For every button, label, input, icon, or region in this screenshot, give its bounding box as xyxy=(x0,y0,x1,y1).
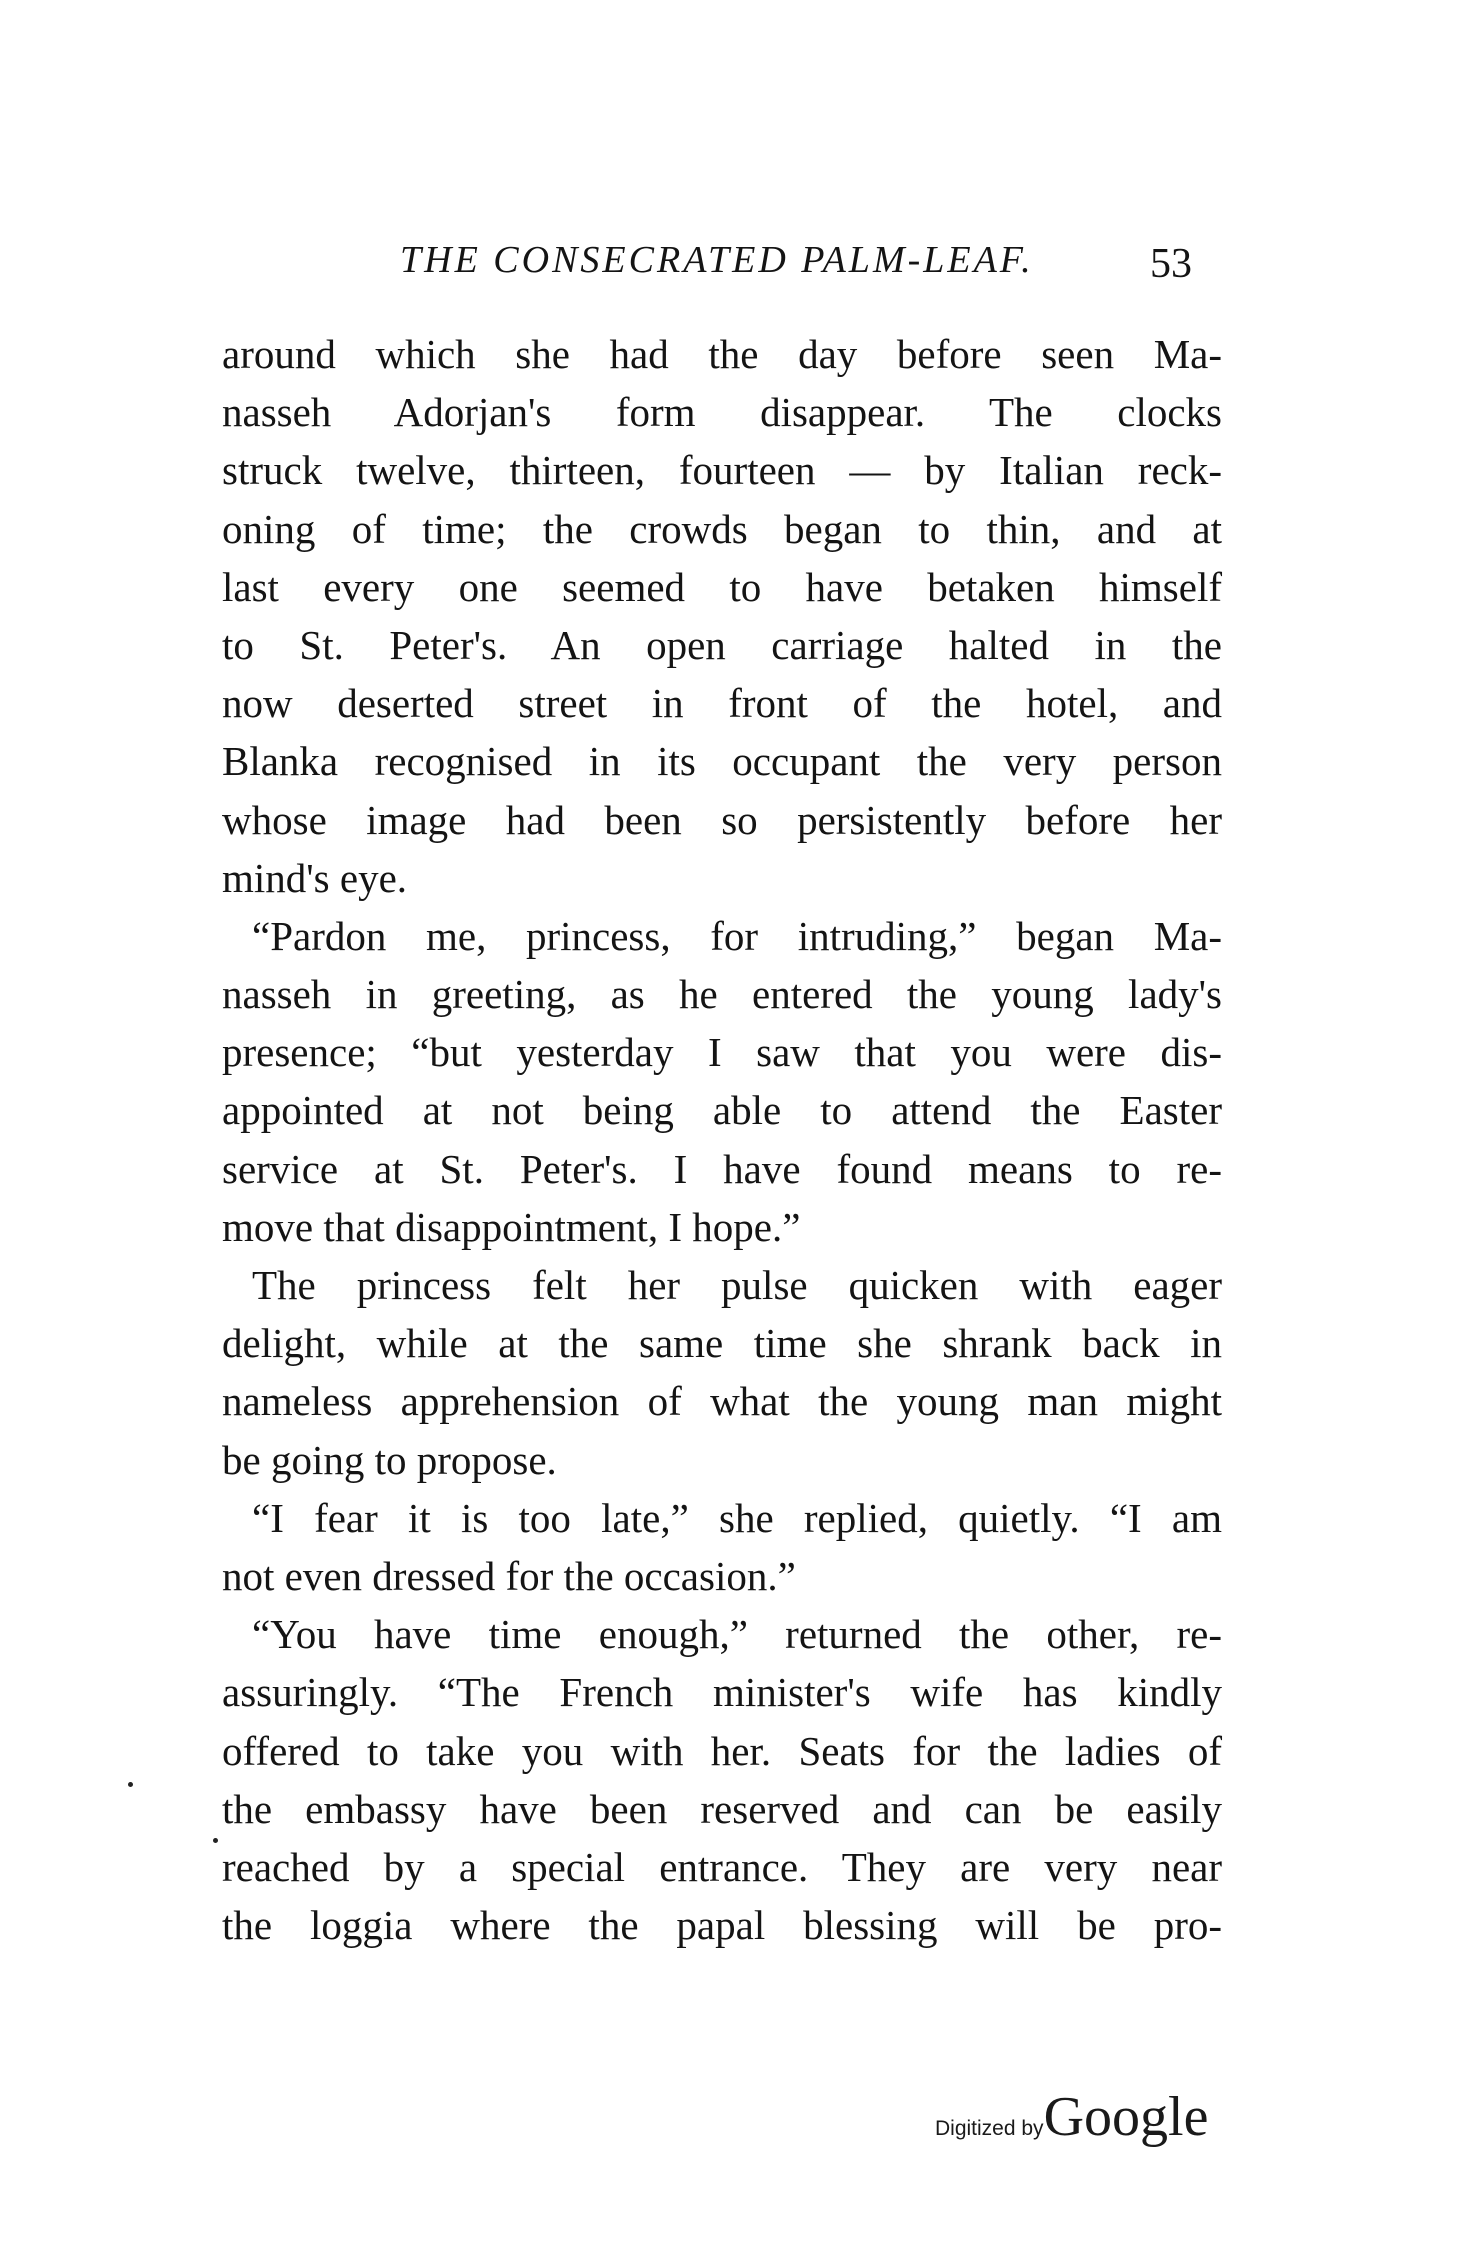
text-line: last every one seemed to have betaken himself xyxy=(222,563,1222,610)
page-number: 53 xyxy=(1150,241,1192,287)
text-line: appointed at not being able to attend the Easter xyxy=(222,1087,1222,1134)
text-line: “Pardon me, princess, for intruding,” began Ma- xyxy=(252,912,1222,959)
text-line: nameless apprehension of what the young man might xyxy=(222,1378,1222,1425)
text-line: the loggia where the papal blessing will be pro- xyxy=(222,1902,1222,1949)
body-text xyxy=(222,325,1222,1954)
watermark-prefix: Digitized by xyxy=(935,2117,1044,2140)
watermark-brand: Google xyxy=(1043,2086,1209,2148)
text-line: presence; “but yesterday I saw that you were dis- xyxy=(222,1029,1222,1076)
text-line: whose image had been so persistently before her xyxy=(222,796,1222,843)
text-line: Blanka recognised in its occupant the very person xyxy=(222,738,1222,785)
text-line: the embassy have been reserved and can be easily xyxy=(222,1785,1222,1832)
text-line: nasseh Adorjan's form disappear. The clocks xyxy=(222,389,1222,436)
running-head: THE CONSECRATED PALM-LEAF. xyxy=(400,239,1034,281)
text-line: mind's eye. xyxy=(222,854,408,901)
text-line: now deserted street in front of the hotel, and xyxy=(222,680,1222,727)
text-line: “I fear it is too late,” she replied, quietly. “I am xyxy=(252,1494,1222,1541)
ink-blot xyxy=(128,1782,133,1787)
ink-blot xyxy=(213,1838,218,1843)
text-line: offered to take you with her. Seats for the ladies of xyxy=(222,1727,1222,1774)
text-line: assuringly. “The French minister's wife has kindly xyxy=(222,1669,1222,1716)
text-line: service at St. Peter's. I have found means to re- xyxy=(222,1145,1222,1192)
text-line: reached by a special entrance. They are very near xyxy=(222,1843,1222,1890)
text-line: The princess felt her pulse quicken with eager xyxy=(252,1262,1222,1308)
text-line: to St. Peter's. An open carriage halted in the xyxy=(222,621,1222,668)
text-line: move that disappointment, I hope.” xyxy=(222,1203,801,1250)
text-line: oning of time; the crowds began to thin, and at xyxy=(222,505,1222,552)
text-line: “You have time enough,” returned the other, re- xyxy=(252,1611,1222,1658)
text-line: delight, while at the same time she shrank back in xyxy=(222,1320,1222,1367)
text-line: nasseh in greeting, as he entered the young lady's xyxy=(222,971,1222,1018)
text-line: around which she had the day before seen Ma- xyxy=(222,331,1222,377)
digitized-by-google-watermark xyxy=(935,2085,1208,2149)
text-line: be going to propose. xyxy=(222,1436,557,1483)
text-line: not even dressed for the occasion.” xyxy=(222,1552,796,1599)
text-line: struck twelve, thirteen, fourteen — by Italian reck- xyxy=(222,447,1222,494)
